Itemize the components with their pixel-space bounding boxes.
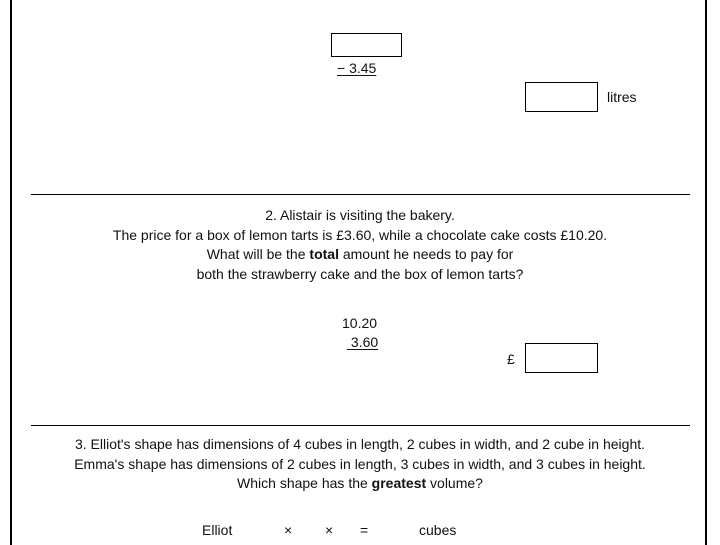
subtraction-line: − 3.45 bbox=[337, 60, 377, 76]
q3-unit-cubes: cubes bbox=[419, 522, 457, 538]
q2-number-2: 3.60 bbox=[350, 334, 379, 350]
q3-line-3 bbox=[0, 474, 720, 493]
answer-box-pounds[interactable] bbox=[525, 343, 598, 373]
q2-number-1: 10.20 bbox=[342, 315, 378, 331]
times-sign-2: × bbox=[325, 522, 334, 538]
q3-row-name-elliot: Elliot bbox=[202, 522, 233, 538]
q3-keyword-greatest: greatest bbox=[371, 475, 427, 491]
divider-2 bbox=[31, 425, 690, 426]
times-sign-1: × bbox=[284, 522, 293, 538]
q2-line-3 bbox=[0, 245, 720, 264]
answer-box-litres[interactable] bbox=[525, 82, 598, 112]
q2-line-3-pre: What will be the bbox=[206, 246, 310, 262]
currency-symbol: £ bbox=[507, 351, 515, 367]
q3-line-3-post: volume? bbox=[426, 475, 483, 491]
q2-line-2: The price for a box of lemon tarts is £3.60, while a chocolate cake costs £10.20. bbox=[112, 227, 608, 243]
divider-1 bbox=[31, 194, 690, 195]
answer-box-top-working[interactable] bbox=[331, 33, 402, 57]
equals-sign: = bbox=[360, 522, 369, 538]
q2-line-3-post: amount he needs to pay for bbox=[338, 246, 514, 262]
unit-label-litres: litres bbox=[607, 89, 637, 105]
q3-line-2: Emma's shape has dimensions of 2 cubes in length, 3 cubes in width, and 3 cubes in height. bbox=[74, 456, 646, 472]
q2-line-1: 2. Alistair is visiting the bakery. bbox=[265, 207, 455, 223]
q3-line-3-pre: Which shape has the bbox=[237, 475, 372, 491]
q3-line-1: 3. Elliot's shape has dimensions of 4 cubes in length, 2 cubes in width, and 2 cube in height. bbox=[74, 436, 646, 452]
q2-keyword-total: total bbox=[309, 246, 339, 262]
q2-line-4: both the strawberry cake and the box of lemon tarts? bbox=[196, 266, 524, 282]
